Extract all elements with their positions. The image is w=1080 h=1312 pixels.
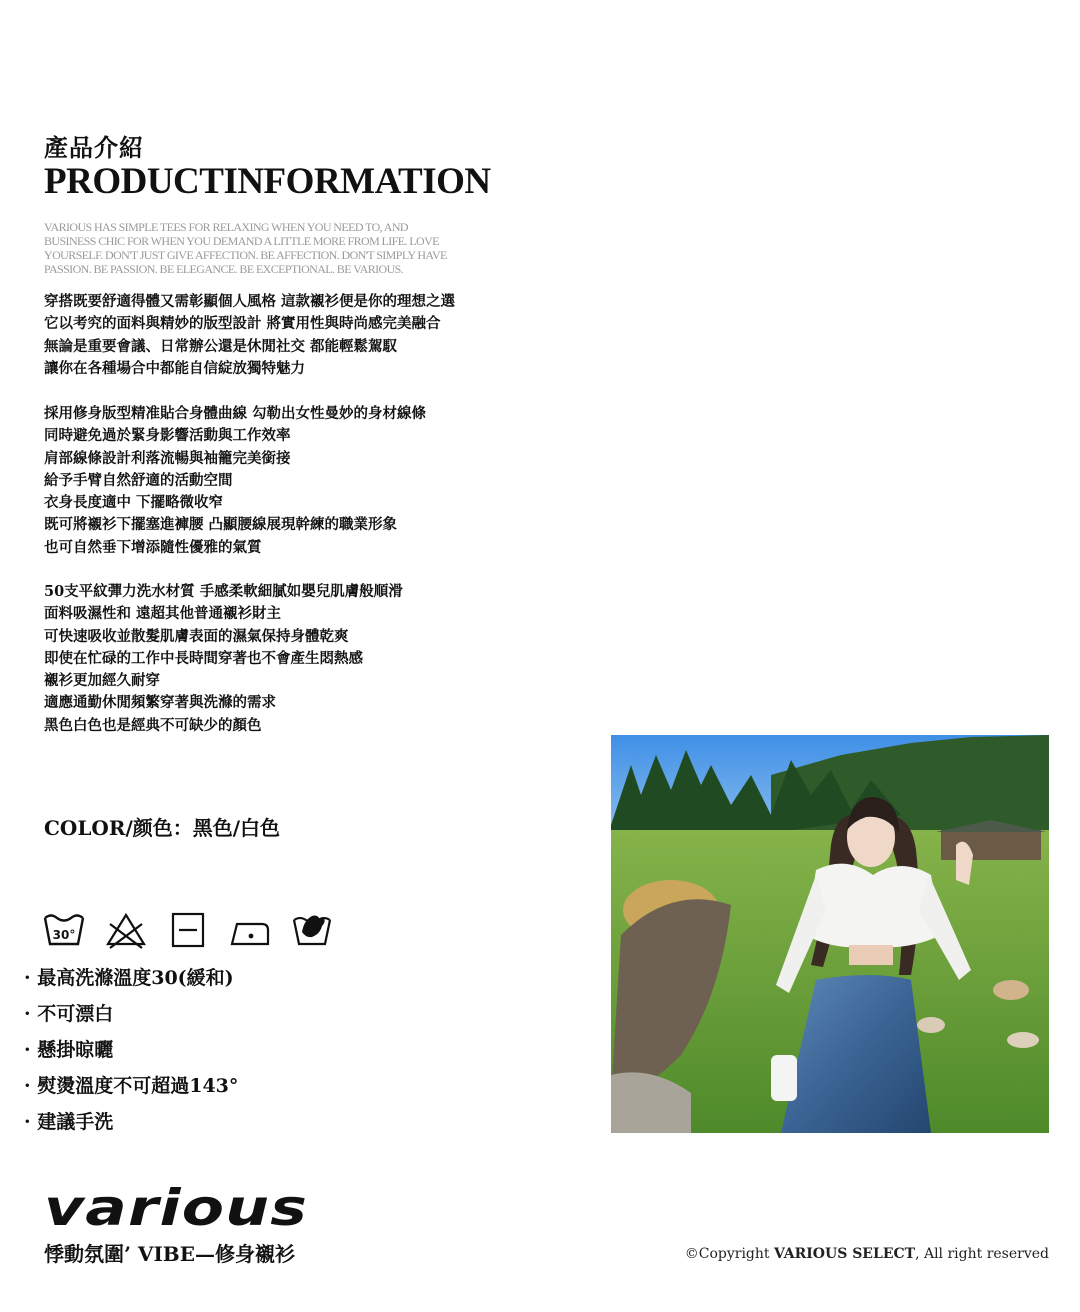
model-photo xyxy=(611,735,1049,1133)
description-line: 既可將襯衫下擺塞進褲腰 凸顯腰線展現幹練的職業形象 xyxy=(44,516,398,534)
description-paragraph-1 xyxy=(44,291,564,380)
description-line: 讓你在各種場合中都能自信綻放獨特魅力 xyxy=(44,359,305,377)
care-symbols xyxy=(42,910,334,950)
description-line: 穿搭既要舒適得體又需彰顯個人風格 這款襯衫便是你的理想之選 xyxy=(44,293,456,310)
slogan-line: YOURSELF. DON'T JUST GIVE AFFECTION. BE AFFECTION. DON'T SIMPLY HAVE xyxy=(44,248,447,262)
description-line: 給予手臂自然舒適的活動空間 xyxy=(44,471,233,489)
description-paragraph-3 xyxy=(44,581,564,737)
slogan-line: PASSION. BE PASSION. BE ELEGANCE. BE EXCEPTIONAL. BE VARIOUS. xyxy=(44,262,404,276)
svg-text:various: various xyxy=(44,1186,308,1230)
hang-dry-icon xyxy=(166,910,210,950)
description-line: 50支平紋彈力洗水材質 手感柔軟細膩如嬰兒肌膚般順滑 xyxy=(44,583,403,600)
description-line: 肩部線條設計利落流暢與袖籠完美銜接 xyxy=(44,449,291,467)
care-item: · 最高洗滌溫度30(緩和) xyxy=(24,967,234,989)
description-line: 面料吸濕性和 遠超其他普通襯衫財主 xyxy=(44,605,282,623)
copyright-brand: VARIOUS SELECT xyxy=(773,1246,916,1262)
care-instructions xyxy=(24,960,238,1140)
care-item: · 不可漂白 xyxy=(24,1003,114,1025)
slogan-line: VARIOUS HAS SIMPLE TEES FOR RELAXING WHEN YOU NEED TO, AND xyxy=(44,220,409,234)
description-paragraph-2 xyxy=(44,403,564,559)
care-item: · 建議手洗 xyxy=(24,1111,114,1133)
description-line: 黑色白色也是經典不可缺少的顏色 xyxy=(44,716,262,734)
care-item: · 懸掛晾曬 xyxy=(24,1039,114,1061)
description-line: 也可自然垂下增添隨性優雅的氣質 xyxy=(44,538,262,556)
various-logo xyxy=(44,1186,312,1230)
svg-text:30°: 30° xyxy=(52,928,76,942)
care-item: · 熨燙溫度不可超過143° xyxy=(24,1075,239,1097)
section-title-en: PRODUCTINFORMATION xyxy=(44,161,491,202)
copyright-prefix: ©Copyright xyxy=(684,1246,774,1262)
product-name: 悸動氛圍’ VIBE—修身襯衫 xyxy=(44,1242,295,1266)
wash-30-icon xyxy=(42,910,86,950)
description-line: 無論是重要會議、日常辦公還是休閒社交 都能輕鬆駕馭 xyxy=(44,337,398,355)
description-line: 衣身長度適中 下擺略微收窄 xyxy=(44,494,224,512)
color-options: COLOR/颜色：黑色/白色 xyxy=(44,816,281,840)
description-line: 襯衫更加經久耐穿 xyxy=(44,672,160,690)
copyright-notice xyxy=(685,1246,1049,1262)
description-line: 即使在忙碌的工作中長時間穿著也不會產生悶熱感 xyxy=(44,649,363,667)
hand-wash-icon xyxy=(290,910,334,950)
slogan-line: BUSINESS CHIC FOR WHEN YOU DEMAND A LITTLE MORE FROM LIFE. LOVE xyxy=(44,234,439,248)
section-title-cn: 產品介紹 xyxy=(44,133,144,162)
description-line: 同時避免過於緊身影響活動與工作效率 xyxy=(44,427,291,445)
description-line: 可快速吸收並散髮肌膚表面的濕氣保持身體乾爽 xyxy=(44,627,349,645)
description-line: 適應通勤休閒頻繁穿著與洗滌的需求 xyxy=(44,694,276,712)
iron-icon xyxy=(228,910,272,950)
brand-slogan xyxy=(44,220,514,276)
copyright-suffix: , All right reserved xyxy=(915,1246,1049,1262)
no-bleach-icon xyxy=(104,910,148,950)
description-line: 採用修身版型精准貼合身體曲線 勾勒出女性曼妙的身材線條 xyxy=(44,405,427,422)
description-line: 它以考究的面料與精妙的版型設計 將實用性與時尚感完美融合 xyxy=(44,315,441,333)
